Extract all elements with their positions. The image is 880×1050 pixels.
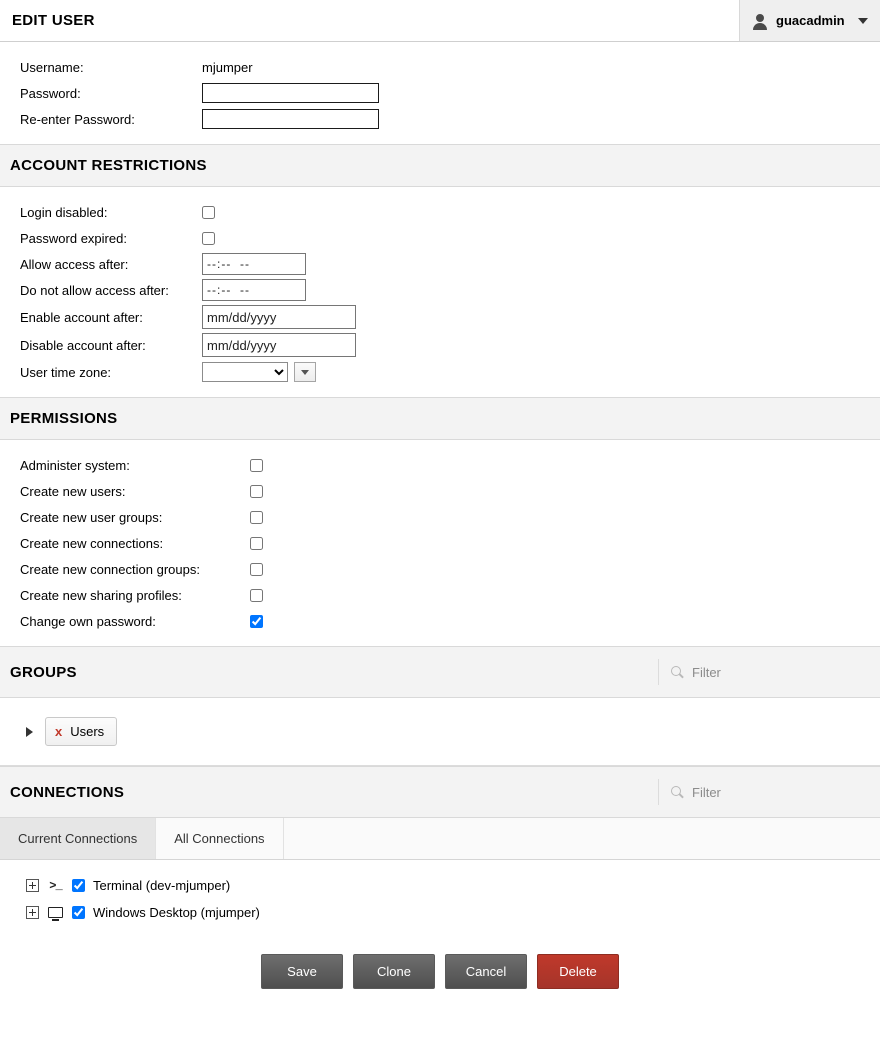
create-connections-checkbox[interactable] bbox=[250, 537, 263, 550]
expand-plus-icon[interactable] bbox=[26, 879, 39, 892]
create-users-checkbox[interactable] bbox=[250, 485, 263, 498]
permission-row bbox=[20, 454, 860, 476]
allow-access-after-row bbox=[20, 253, 860, 275]
allow-access-after-label: Allow access after: bbox=[20, 256, 129, 272]
create-connection-groups-label: Create new connection groups: bbox=[20, 561, 200, 577]
connections-tabs bbox=[0, 818, 880, 860]
username-value: mjumper bbox=[202, 59, 253, 75]
groups-header bbox=[0, 646, 880, 698]
groups-body bbox=[0, 698, 880, 766]
password-input[interactable] bbox=[202, 83, 379, 103]
permissions-header bbox=[0, 397, 880, 440]
clone-button[interactable]: Clone bbox=[353, 954, 435, 989]
username-label: Username: bbox=[20, 59, 84, 75]
administer-system-label: Administer system: bbox=[20, 457, 130, 473]
form-actions bbox=[0, 934, 880, 1005]
connections-body bbox=[0, 860, 880, 934]
account-restrictions-body bbox=[0, 187, 880, 397]
tab-current-connections[interactable]: Current Connections bbox=[0, 818, 156, 859]
password-expired-checkbox[interactable] bbox=[202, 232, 215, 245]
disable-account-after-row bbox=[20, 333, 860, 357]
enable-account-after-label: Enable account after: bbox=[20, 309, 143, 325]
user-timezone-select[interactable] bbox=[202, 362, 288, 382]
create-connections-label: Create new connections: bbox=[20, 535, 164, 551]
page-title: EDIT USER bbox=[0, 0, 740, 41]
change-own-password-label: Change own password: bbox=[20, 613, 156, 629]
login-disabled-checkbox[interactable] bbox=[202, 206, 215, 219]
create-user-groups-checkbox[interactable] bbox=[250, 511, 263, 524]
connection-label: Windows Desktop (mjumper) bbox=[93, 905, 260, 920]
app-header bbox=[0, 0, 880, 42]
connection-label: Terminal (dev-mjumper) bbox=[93, 878, 231, 893]
account-section bbox=[0, 42, 880, 144]
tab-all-connections[interactable]: All Connections bbox=[156, 818, 283, 859]
permission-row bbox=[20, 584, 860, 606]
permissions-body bbox=[0, 440, 880, 646]
create-users-label: Create new users: bbox=[20, 483, 126, 499]
user-menu[interactable] bbox=[740, 0, 880, 41]
disallow-access-after-input[interactable] bbox=[202, 279, 306, 301]
chevron-down-icon bbox=[301, 370, 309, 375]
password-expired-row bbox=[20, 227, 860, 249]
password-row bbox=[20, 82, 860, 104]
username-row bbox=[20, 56, 860, 78]
connection-row bbox=[20, 872, 860, 899]
cancel-button[interactable]: Cancel bbox=[445, 954, 527, 989]
user-timezone-row bbox=[20, 361, 860, 383]
group-chip-users[interactable] bbox=[45, 717, 117, 746]
groups-expand-caret-icon[interactable] bbox=[26, 727, 33, 737]
save-button[interactable]: Save bbox=[261, 954, 343, 989]
account-restrictions-title: ACCOUNT RESTRICTIONS bbox=[10, 157, 207, 174]
connection-row bbox=[20, 899, 860, 926]
reenter-password-input[interactable] bbox=[202, 109, 379, 129]
login-disabled-label: Login disabled: bbox=[20, 204, 108, 220]
password-label: Password: bbox=[20, 85, 81, 101]
permissions-title: PERMISSIONS bbox=[10, 410, 118, 427]
monitor-icon bbox=[47, 906, 64, 920]
search-icon bbox=[671, 786, 684, 799]
disable-account-after-label: Disable account after: bbox=[20, 337, 146, 353]
create-sharing-profiles-checkbox[interactable] bbox=[250, 589, 263, 602]
terminal-icon: >_ bbox=[49, 878, 62, 893]
groups-title: GROUPS bbox=[10, 663, 77, 681]
user-icon bbox=[752, 13, 768, 29]
password-expired-label: Password expired: bbox=[20, 230, 127, 246]
connection-checkbox-terminal[interactable] bbox=[72, 879, 85, 892]
group-chip-label: Users bbox=[70, 724, 105, 739]
groups-filter-input[interactable] bbox=[690, 664, 870, 681]
connection-checkbox-windows-desktop[interactable] bbox=[72, 906, 85, 919]
permission-row bbox=[20, 480, 860, 502]
create-user-groups-label: Create new user groups: bbox=[20, 509, 163, 525]
login-disabled-row bbox=[20, 201, 860, 223]
disallow-access-after-row bbox=[20, 279, 860, 301]
administer-system-checkbox[interactable] bbox=[250, 459, 263, 472]
create-sharing-profiles-label: Create new sharing profiles: bbox=[20, 587, 182, 603]
close-icon[interactable]: x bbox=[55, 724, 63, 739]
timezone-dropdown-button[interactable] bbox=[294, 362, 316, 382]
chevron-down-icon bbox=[858, 18, 868, 24]
disable-account-after-input[interactable] bbox=[202, 333, 356, 357]
disallow-access-after-label: Do not allow access after: bbox=[20, 282, 169, 298]
connections-header bbox=[0, 766, 880, 818]
account-restrictions-header bbox=[0, 144, 880, 187]
enable-account-after-row bbox=[20, 305, 860, 329]
user-menu-label: guacadmin bbox=[776, 13, 845, 28]
permission-row bbox=[20, 610, 860, 632]
permission-row bbox=[20, 532, 860, 554]
create-connection-groups-checkbox[interactable] bbox=[250, 563, 263, 576]
groups-filter[interactable] bbox=[658, 659, 870, 685]
reenter-password-row bbox=[20, 108, 860, 130]
user-timezone-label: User time zone: bbox=[20, 364, 112, 380]
reenter-password-label: Re-enter Password: bbox=[20, 111, 135, 127]
permission-row bbox=[20, 558, 860, 580]
permission-row bbox=[20, 506, 860, 528]
connections-filter-input[interactable] bbox=[690, 784, 870, 801]
change-own-password-checkbox[interactable] bbox=[250, 615, 263, 628]
connections-filter[interactable] bbox=[658, 779, 870, 805]
connections-title: CONNECTIONS bbox=[10, 783, 125, 801]
search-icon bbox=[671, 666, 684, 679]
delete-button[interactable]: Delete bbox=[537, 954, 619, 989]
expand-plus-icon[interactable] bbox=[26, 906, 39, 919]
allow-access-after-input[interactable] bbox=[202, 253, 306, 275]
enable-account-after-input[interactable] bbox=[202, 305, 356, 329]
